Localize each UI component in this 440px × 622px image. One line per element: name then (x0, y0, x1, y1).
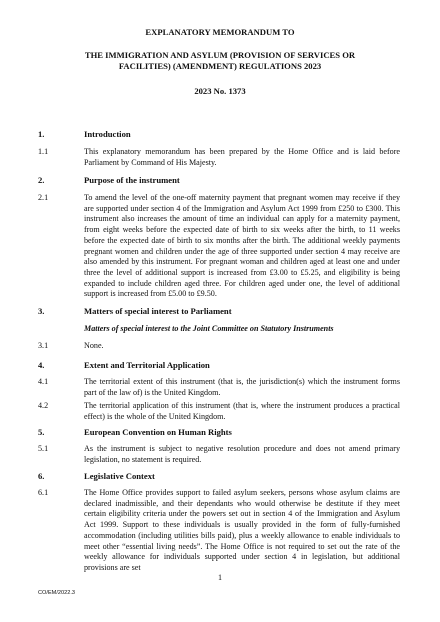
paragraph-text: The territorial application of this instrument (that is, where the instrument produces a practical effect) is the whole of the United Kingdom. (84, 401, 400, 421)
paragraph-number: 6.1 (38, 488, 49, 497)
section-subheading: Matters of special interest to the Joint Committee on Statutory Instruments (84, 324, 334, 333)
paragraph-3-1 (38, 341, 428, 352)
paragraph-text: As the instrument is subject to negative resolution procedure and does not amend primary legislation, no statement is required. (84, 444, 400, 464)
paragraph-text: The territorial extent of this instrument (that is, the jurisdiction(s) which the instrument forms part of the law of) is the United Kingdom. (84, 377, 400, 397)
paragraph-text: This explanatory memorandum has been prepared by the Home Office and is laid before Parliament by Command of His Majesty. (84, 147, 400, 167)
regulations-title: THE IMMIGRATION AND ASYLUM (PROVISION OF SERVICES OR FACILITIES) (AMENDMENT) REGULATIONS 2023 (84, 50, 356, 71)
section-heading-3 (38, 306, 232, 317)
section-heading-1 (38, 129, 131, 140)
section-number: 2. (38, 175, 45, 185)
page-number: 1 (217, 573, 223, 582)
section-title: Purpose of the instrument (84, 175, 180, 185)
paragraph-number: 5.1 (38, 444, 49, 453)
section-number: 6. (38, 471, 45, 481)
paragraph-2-1 (38, 193, 428, 300)
section-number: 3. (38, 306, 45, 316)
section-number: 4. (38, 360, 45, 370)
section-heading-6 (38, 471, 155, 482)
section-title: European Convention on Human Rights (84, 427, 232, 437)
paragraph-number: 4.2 (38, 401, 49, 410)
paragraph-number: 1.1 (38, 147, 49, 156)
statutory-instrument-number: 2023 No. 1373 (194, 86, 246, 96)
paragraph-text: The Home Office provides support to failed asylum seekers, persons whose asylum claims are declared inadmissible, and their dependants who would otherwise be destitute if they meet certain eligibility criteria under the powers set out in section 4 of the Immigration and Asylum Act 1999. Support to these individuals is usually provided in the form of fully-furnished accommodation (including utilities bills paid), plus a weekly allowance to enable individuals to meet other “essential living needs”. The Home Office is not required to set out the rate of the weekly allowance for individuals supported under section 4 in legislation, but additional provisions are set (84, 488, 400, 572)
paragraph-number: 3.1 (38, 341, 49, 350)
paragraph-6-1 (38, 488, 428, 574)
section-title: Extent and Territorial Application (84, 360, 210, 370)
paragraph-text: To amend the level of the one-off maternity payment that pregnant women may receive if they are supported under section 4 of the Immigration and Asylum Act 1999 from £250 to £300. This instrument also increases the amount of time an individual can apply for a maternity payment, from eight weeks before the expected date of birth to six weeks after the birth, to 11 weeks before the expected date of birth to six months after the birth. The additional weekly payments pregnant women and children under the age of three supported under section 4 may receive are also amended by this instrument. For pregnant woman and children aged at least one and under three the level of additional support is increased from £3.00 to £5.25, and eligibility is being expanded to include children aged three. For children aged under one, the level of additional support is increased from £5.00 to £9.50. (84, 193, 400, 299)
paragraph-1-1 (38, 147, 428, 168)
section-title: Matters of special interest to Parliament (84, 306, 232, 316)
section-number: 1. (38, 129, 45, 139)
paragraph-number: 2.1 (38, 193, 49, 202)
paragraph-text: None. (84, 341, 104, 350)
section-number: 5. (38, 427, 45, 437)
paragraph-5-1 (38, 444, 428, 465)
paragraph-4-2 (38, 401, 428, 422)
memorandum-title: EXPLANATORY MEMORANDUM TO (145, 27, 295, 37)
section-title: Legislative Context (84, 471, 155, 481)
paragraph-4-1 (38, 377, 428, 398)
section-title: Introduction (84, 129, 131, 139)
section-heading-5 (38, 427, 232, 438)
section-heading-2 (38, 175, 180, 186)
paragraph-number: 4.1 (38, 377, 49, 386)
section-heading-4 (38, 360, 210, 371)
document-reference-code: CO/EM/2022.3 (38, 590, 75, 596)
